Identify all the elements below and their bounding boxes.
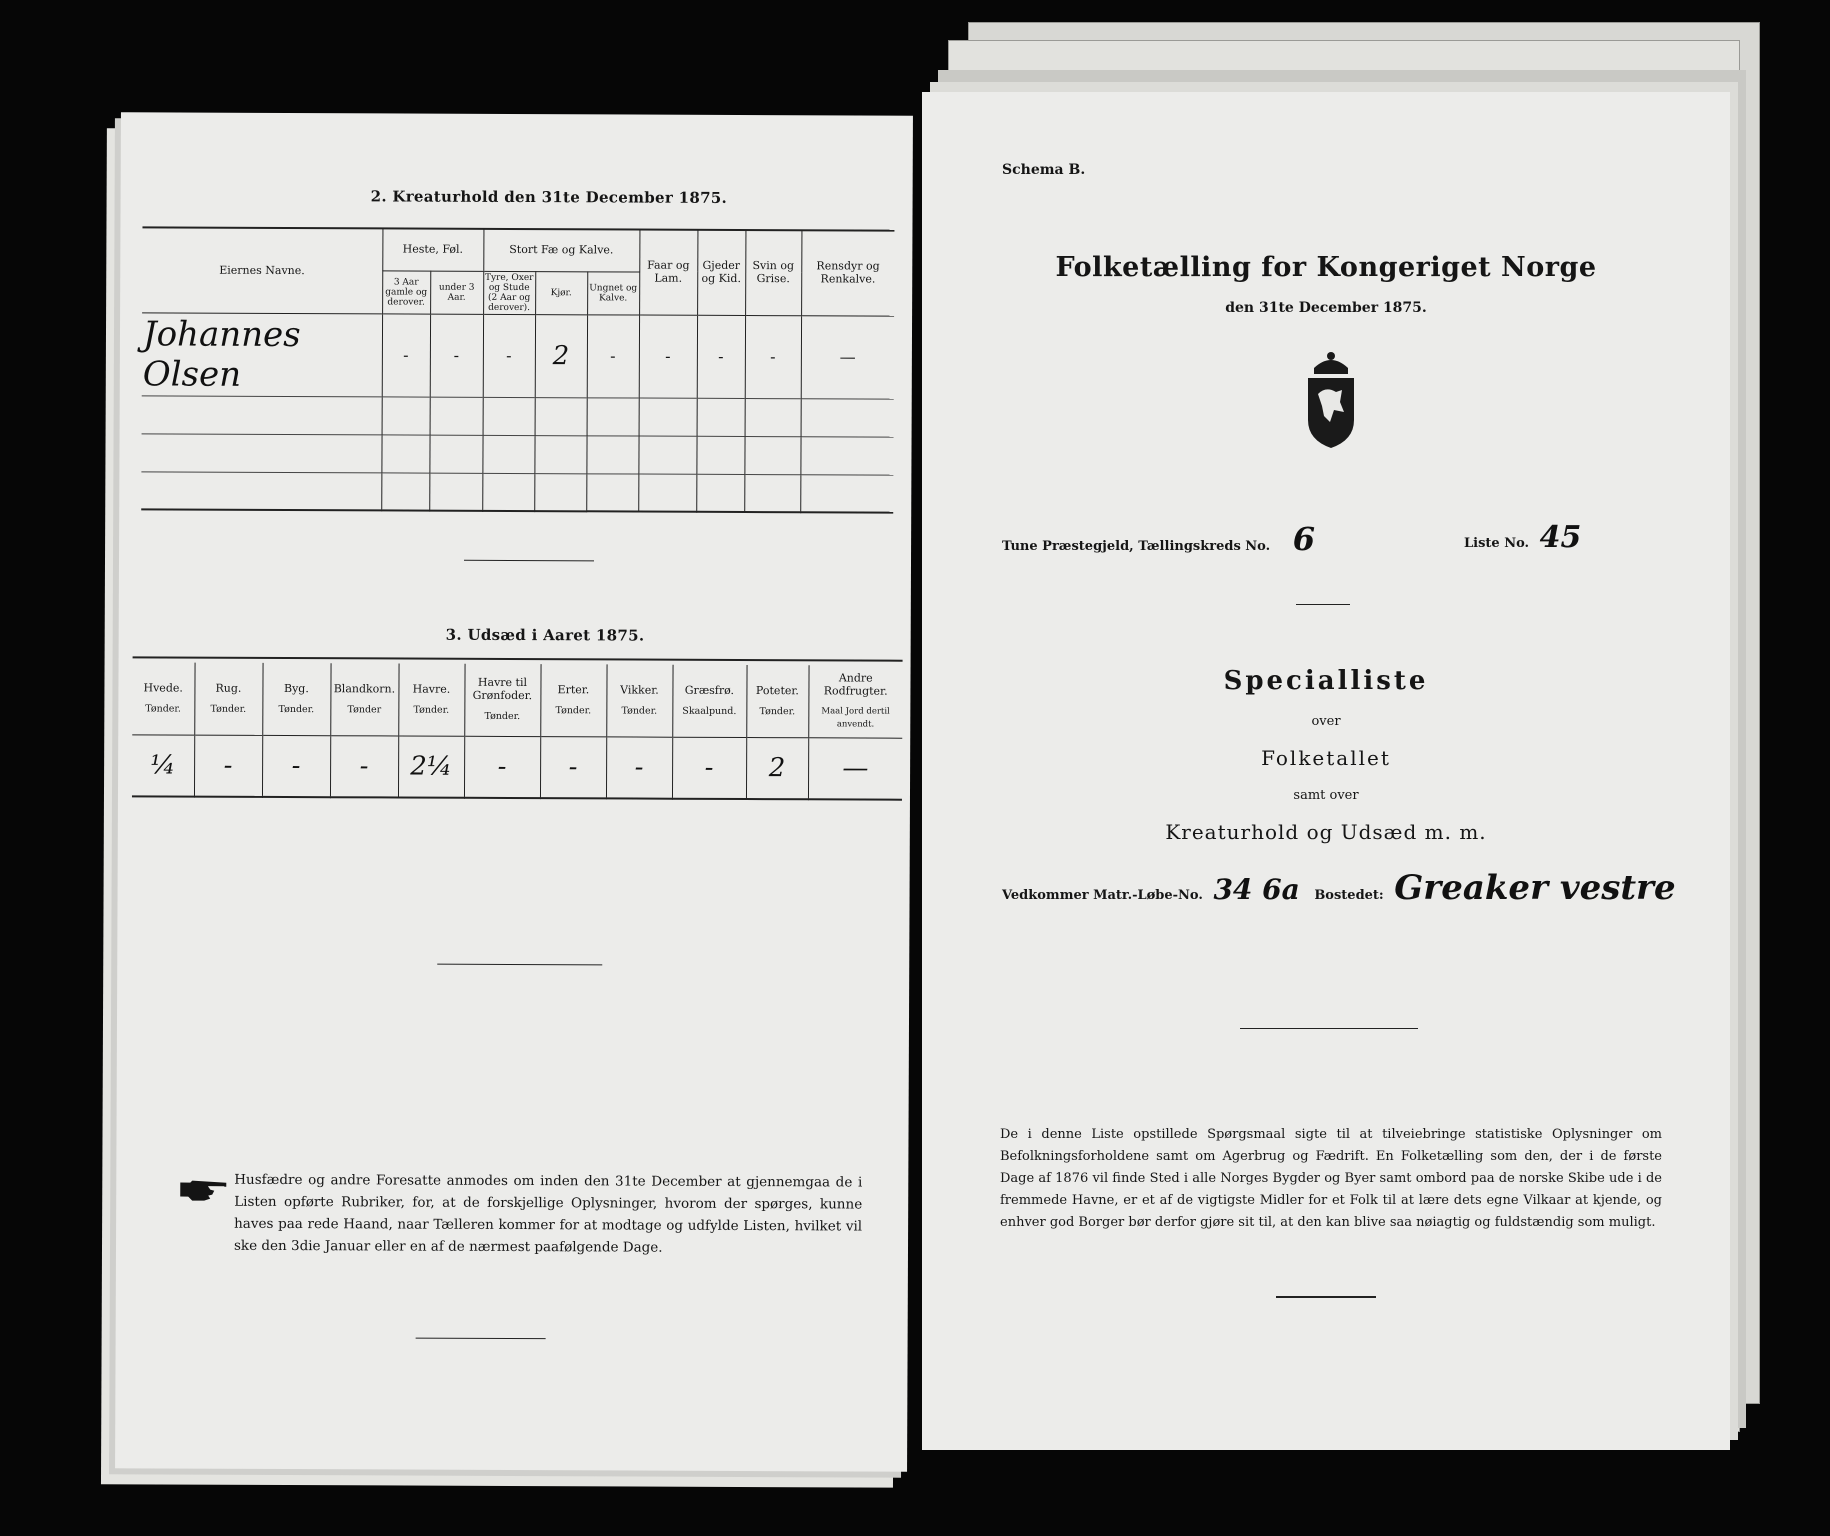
table-row-empty [142, 395, 894, 436]
col-cows: Kjør. [535, 271, 587, 314]
divider [1276, 1296, 1376, 1298]
livestock-table [141, 227, 894, 513]
section3-title: 3. Udsæd i Aaret 1875. [445, 625, 645, 645]
seed-value: - [672, 737, 746, 799]
matr-number: 34 6a [1213, 873, 1300, 906]
value-horses-old: - [382, 313, 430, 396]
divider [1296, 604, 1350, 605]
pointing-hand-icon [178, 1177, 230, 1205]
seed-col-unit: Maal Jord dertil anvendt. [821, 706, 890, 730]
seed-col-name: Poteter. [755, 683, 799, 697]
seed-col-unit: Tønder. [759, 705, 796, 717]
coat-of-arms-icon [1296, 350, 1366, 450]
value-cows: 2 [535, 314, 587, 397]
divider [437, 964, 602, 966]
district-line [1002, 520, 1315, 558]
form-title: Folketælling for Kongeriget Norge [1055, 252, 1597, 283]
seed-col-5 [464, 664, 540, 736]
bosted-value: Greaker vestre [1394, 868, 1676, 908]
specialliste-heading: Specialliste [1223, 666, 1429, 696]
col-reindeer: Rensdyr og Renkalve. [801, 230, 894, 315]
seed-col-name: Rug. [215, 681, 242, 695]
col-horses-young: under 3 Aar. [430, 271, 483, 314]
notice-text: Husfædre og andre Foresatte anmodes om inden den 31te December at gjennemgaa de i Listen opførte Rubriker, for, at de forskjellige Oplysninger, hvorom der spørges, kunne haves paa rede Haand, naar Tælleren kommer for at modtage og udfylde Listen, hvilket vil ske den 3die Januar eller en af de nærmest paafølgende Dage. [233, 1171, 863, 1256]
seed-col-7 [606, 664, 672, 736]
seed-col-3 [330, 663, 398, 735]
kreaturhold-heading: Kreaturhold og Udsæd m. m. [1165, 820, 1487, 844]
samt-over-text: samt over [1293, 788, 1359, 803]
right-page [922, 92, 1730, 1450]
seed-col-unit: Tønder. [413, 704, 450, 716]
divider [464, 560, 594, 562]
table-row [142, 312, 894, 398]
table-row [132, 734, 902, 799]
seed-value: ¼ [150, 750, 176, 781]
value-bulls: - [483, 314, 535, 397]
matr-label: Vedkommer Matr.-Løbe-No. [1002, 888, 1203, 903]
col-goats: Gjeder og Kid. [697, 230, 745, 315]
section2-title: 2. Kreaturhold den 31te December 1875. [370, 187, 728, 207]
seed-value: - [606, 736, 672, 798]
seed-value: — [808, 737, 902, 799]
bosted-label: Bostedet: [1314, 888, 1384, 903]
schema-label: Schema B. [1002, 162, 1086, 178]
seed-col-0 [132, 662, 194, 734]
table3-top-rule [133, 656, 903, 661]
value-pigs: - [745, 315, 801, 398]
seed-col-unit: Tønder [347, 704, 382, 716]
col-sheep: Faar og Lam. [639, 230, 697, 315]
seed-col-name: Blandkorn. [333, 681, 396, 696]
seed-value: - [330, 735, 398, 797]
seed-col-name: Erter. [557, 682, 590, 697]
seed-col-unit: Tønder. [278, 703, 315, 715]
seed-col-name: Havre til Grønfoder. [472, 676, 533, 703]
over-text: over [1311, 714, 1341, 729]
col-young-cattle: Ungnet og Kalve. [587, 271, 639, 314]
group-cattle: Stort Fæ og Kalve. [483, 229, 639, 272]
seed-col-unit: Skaalpund. [682, 705, 737, 717]
value-goats: - [697, 315, 745, 398]
seed-value: 2 [746, 737, 808, 799]
table-row-empty [141, 433, 893, 474]
seed-col-name: Havre. [412, 682, 451, 696]
value-horses-young: - [430, 314, 483, 397]
seed-col-10 [808, 665, 902, 737]
seed-table [132, 662, 903, 800]
col-owner: Eiernes Navne. [219, 263, 305, 277]
divider [416, 1338, 546, 1340]
seed-col-6 [540, 664, 606, 736]
group-horses: Heste, Føl. [382, 228, 483, 270]
seed-value: - [540, 736, 606, 798]
col-pigs: Svin og Grise. [745, 230, 801, 315]
folketallet-heading: Folketallet [1261, 746, 1391, 770]
seed-col-name: Andre Rodfrugter. [823, 671, 888, 698]
matr-line [1002, 868, 1676, 908]
seed-col-4 [398, 663, 464, 735]
seed-col-name: Byg. [284, 681, 309, 695]
table-row-empty [141, 471, 893, 512]
col-horses-old: 3 Aar gamle og derover. [382, 270, 430, 313]
seed-col-unit: Tønder. [555, 704, 592, 717]
seed-value: 2¼ [398, 735, 464, 797]
left-page [115, 112, 913, 1471]
owner-name: Johannes Olsen [142, 313, 301, 395]
divider [1240, 1028, 1418, 1029]
seed-col-2 [262, 663, 330, 735]
seed-col-name: Vikker. [620, 683, 659, 697]
seed-value: - [194, 735, 262, 797]
list-label: Liste No. [1464, 536, 1530, 551]
seed-col-name: Hvede. [143, 681, 183, 695]
seed-col-name: Græsfrø. [684, 683, 735, 697]
value-sheep: - [639, 315, 697, 398]
col-bulls: Tyre, Oxer og Stude (2 Aar og derover). [484, 272, 534, 313]
value-young-cattle: - [587, 314, 639, 397]
seed-col-unit: Tønder. [621, 705, 658, 717]
district-label: Tune Præstegjeld, Tællingskreds No. [1002, 539, 1271, 554]
seed-col-unit: Tønder. [484, 711, 521, 723]
seed-col-9 [746, 665, 808, 737]
seed-value: - [262, 735, 330, 797]
value-reindeer: — [801, 315, 894, 398]
seed-col-unit: Tønder. [210, 703, 247, 715]
list-number: 45 [1539, 520, 1582, 555]
form-date: den 31te December 1875. [1225, 300, 1427, 316]
seed-col-1 [194, 663, 262, 735]
seed-col-unit: Tønder. [145, 703, 181, 715]
seed-value: - [464, 736, 540, 798]
intro-paragraph: De i denne Liste opstillede Spørgsmaal sigte til at tilveiebringe statistiske Oplysninger om Befolkningsforholdene samt om Agerbrug og Fædrift. En Folketælling som den, der i de første Dage af 1876 vil finde Sted i alle Norges Bygder og Byer samt ombord paa de norske Skibe ude i de fremmede Havne, er et af de vigtigste Midler for et Folk til at lære dets egne Vilkaar at kjende, og enhver god Borger bør derfor gjøre sit til, at den kan blive saa nøiagtig og fuldstændig som muligt. [1000, 1127, 1662, 1230]
list-line [1464, 520, 1581, 555]
district-number: 6 [1292, 520, 1315, 558]
seed-col-8 [672, 665, 746, 737]
